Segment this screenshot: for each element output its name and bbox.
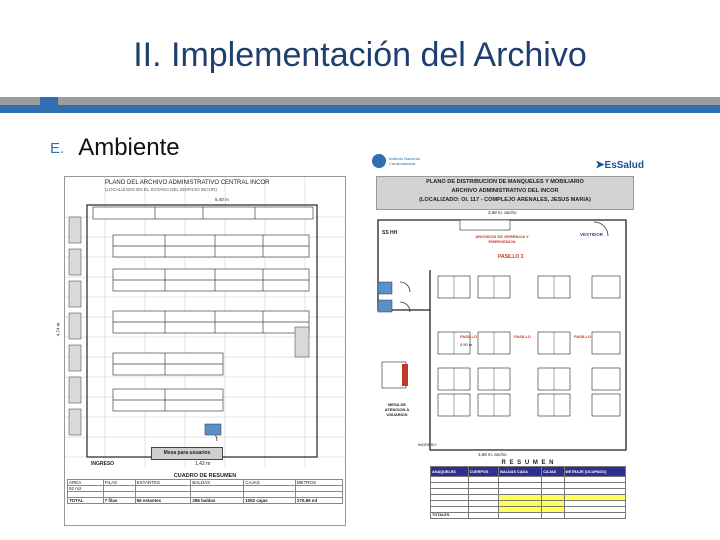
table-cell [564, 513, 625, 519]
table-cell: 56 estantes [135, 498, 191, 504]
table-cell: METRAJE (OCUPADO) [564, 467, 625, 477]
summary-left-title: CUADRO DE RESUMEN [173, 473, 237, 479]
table-cell [542, 513, 564, 519]
floor-plan-left [55, 176, 346, 526]
plan-right-dim-bottom: 3,68 m. ancho [478, 452, 507, 457]
plan-left-dim-side: 4,74 m [55, 322, 61, 337]
table-cell: CAJAS [244, 480, 296, 486]
table-cell: ANAQUELES [431, 467, 469, 477]
table-cell: FILAS [103, 480, 135, 486]
summary-right [430, 460, 626, 519]
gerencia-label: ARCHIVOS DE GERENCIA Y EMERGENCIA [475, 234, 529, 244]
summary-right-header [431, 467, 626, 477]
table-cell: 270,96 ml [295, 498, 342, 504]
table-cell: 92 m2 [68, 486, 104, 492]
plan-left-subtitle: (LOCALIZADO EN EL SOTANO DEL EDIFICIO INCOR) [105, 187, 217, 192]
table-cell: 286 baldas [191, 498, 244, 504]
section-title: Ambiente [78, 134, 180, 161]
table-cell: 7 filas [103, 498, 135, 504]
pasillo-label-1: PASILLO [460, 334, 478, 339]
table-cell: METROS [295, 480, 342, 486]
table-cell: BALDAS [191, 480, 244, 486]
summary-left-header [68, 480, 343, 486]
logo-incor-text: Instituto Nacional Cardiovascular [389, 156, 420, 166]
header-bar-tab [40, 97, 58, 113]
plan-left-dim-top: 5,40 m [215, 197, 229, 202]
vestidor-label: VESTIDOR [580, 232, 604, 237]
essalud-arrow-icon: ➤ [595, 159, 605, 171]
mesa-usuarios: Mesa para usuarios [151, 447, 223, 460]
section-marker: E. [50, 140, 65, 157]
summary-left-table [67, 479, 343, 504]
table-cell: CUERPOS [468, 467, 499, 477]
plan-left-entrance: INGRESO [91, 461, 115, 467]
table-cell: TOTAL [68, 498, 104, 504]
summary-right-title: R E S U M E N [501, 460, 555, 466]
logo-essalud-text: EsSalud [604, 160, 644, 171]
plan-left-dim-bottom: 1,42 m [195, 461, 211, 467]
slide-title: II. Implementación del Archivo [133, 36, 587, 74]
plan-right-title-line: (LOCALIZADO: Ol. 117 - COMPLEJO ARENALES, JESUS MARIA) [419, 197, 591, 203]
table-cell: TOTALES [431, 513, 469, 519]
table-row-total [431, 513, 626, 519]
header-bar-blue [0, 105, 720, 113]
pasillo-label-3: PASILLO [574, 334, 592, 339]
pasillo-width: 0,50 m. [460, 342, 474, 347]
summary-left [67, 473, 343, 523]
table-cell: AREA [68, 480, 104, 486]
table-cell [499, 513, 542, 519]
table-cell: 1052 cajas [244, 498, 296, 504]
plan-left-title: PLANO DEL ARCHIVO ADMINISTRATIVO CENTRAL INCOR [105, 180, 270, 186]
table-row-total [68, 498, 343, 504]
header-bar-gray [0, 97, 720, 105]
hall-label: PASILLO 3 [498, 254, 524, 260]
table-cell: ESTANTES [135, 480, 191, 486]
plan-right-dim-top: 3,68 m. ancho [488, 210, 517, 215]
table-cell: CAJAS [542, 467, 564, 477]
table-cell: BALDAS CADA [499, 467, 542, 477]
summary-right-table [430, 466, 626, 519]
floor-plan-right [368, 150, 654, 526]
sshh-label: SS HH [382, 230, 398, 236]
plan-right-title-line: ARCHIVO ADMINISTRATIVO DEL INCOR [451, 188, 559, 194]
table-cell [468, 513, 499, 519]
section-heading [50, 134, 180, 162]
pasillo-label-2: PASILLO [514, 334, 532, 339]
plan-right-entrance: INGRESO [418, 442, 437, 447]
desk-label: MESA DE ATENCION A USUARIOS [384, 402, 410, 417]
plan-right-title-line: PLANO DE DISTRIBUCION DE MANQUELES Y MOBILIARIO [426, 179, 584, 185]
